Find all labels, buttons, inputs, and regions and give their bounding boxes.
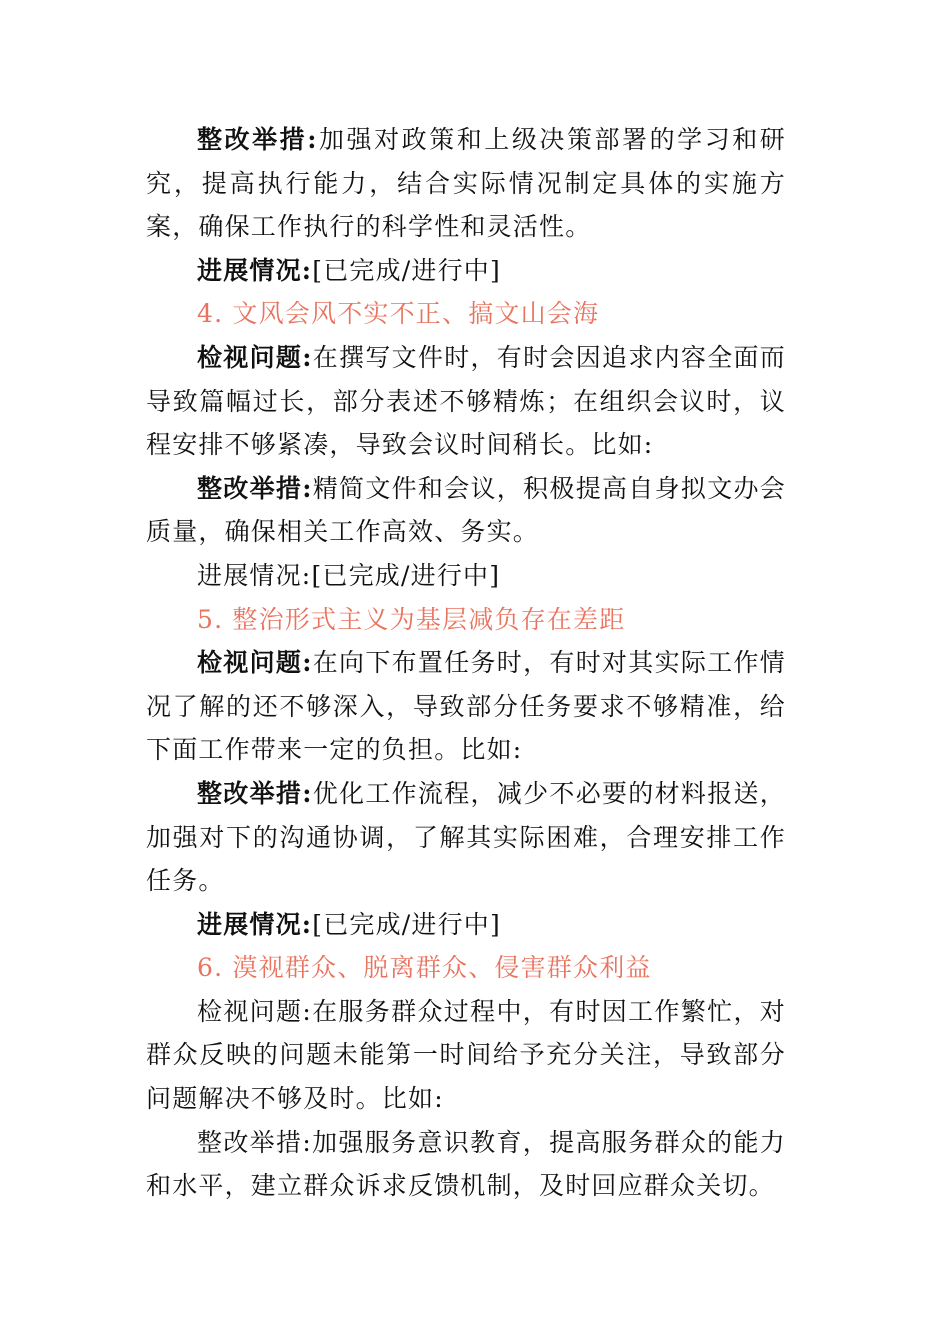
paragraph-label: 检视问题:: [197, 648, 313, 678]
paragraph-label: 进展情况:: [197, 255, 313, 285]
progress-paragraph-4: [146, 554, 786, 598]
paragraph-label: 整改举措:: [197, 1127, 312, 1157]
paragraph-text: [已完成/进行中]: [312, 909, 501, 939]
paragraph-text: 在向下布置任务时，有时对其实际工作情况了解的还不够深入，导致部分任务要求不够精准，给下面工作带来一定的负担。比如:: [146, 648, 786, 765]
issue-paragraph-6: [146, 990, 786, 1121]
paragraph-label: 检视问题:: [197, 342, 313, 372]
section-heading-4: 4. 文风会风不实不正、搞文山会海: [197, 299, 600, 329]
section-heading-6: 6. 漠视群众、脱离群众、侵害群众利益: [197, 953, 652, 983]
paragraph-text: 在服务群众过程中，有时因工作繁忙，对群众反映的问题未能第一时间给予充分关注，导致部分问题解决不够及时。比如:: [146, 996, 786, 1114]
issue-paragraph-4: [146, 336, 786, 467]
measures-paragraph-3: [146, 118, 786, 249]
paragraph-label: 整改举措:: [197, 778, 313, 808]
section-heading-5: 5. 整治形式主义为基层减负存在差距: [197, 604, 626, 634]
progress-paragraph-3: [146, 249, 786, 293]
measures-paragraph-5: [146, 772, 786, 903]
paragraph-label: 进展情况:: [197, 909, 313, 939]
paragraph-text: 加强服务意识教育，提高服务群众的能力和水平，建立群众诉求反馈机制，及时回应群众关切。: [146, 1127, 786, 1201]
paragraph-text: [已完成/进行中]: [312, 255, 501, 285]
paragraph-label: 进展情况:: [197, 560, 312, 590]
measures-paragraph-4: [146, 467, 786, 554]
paragraph-text: 优化工作流程，减少不必要的材料报送，加强对下的沟通协调，了解其实际困难，合理安排工作任务。: [146, 778, 786, 896]
paragraph-label: 整改举措:: [197, 125, 318, 154]
paragraph-text: 加强对政策和上级决策部署的学习和研究，提高执行能力，结合实际情况制定具体的实施方案，确保工作执行的科学性和灵活性。: [146, 125, 786, 242]
paragraph-text: [已完成/进行中]: [311, 560, 501, 590]
issue-paragraph-5: [146, 641, 786, 772]
paragraph-label: 整改举措:: [197, 473, 313, 503]
paragraph-text: 精简文件和会议，积极提高自身拟文办会质量，确保相关工作高效、务实。: [146, 473, 786, 547]
paragraph-label: 检视问题:: [197, 996, 312, 1026]
measures-paragraph-6: [146, 1121, 786, 1208]
document-page: [146, 118, 786, 1208]
paragraph-text: 在撰写文件时，有时会因追求内容全面而导致篇幅过长，部分表述不够精炼；在组织会议时，议程安排不够紧凑，导致会议时间稍长。比如:: [146, 342, 786, 460]
progress-paragraph-5: [146, 903, 786, 947]
